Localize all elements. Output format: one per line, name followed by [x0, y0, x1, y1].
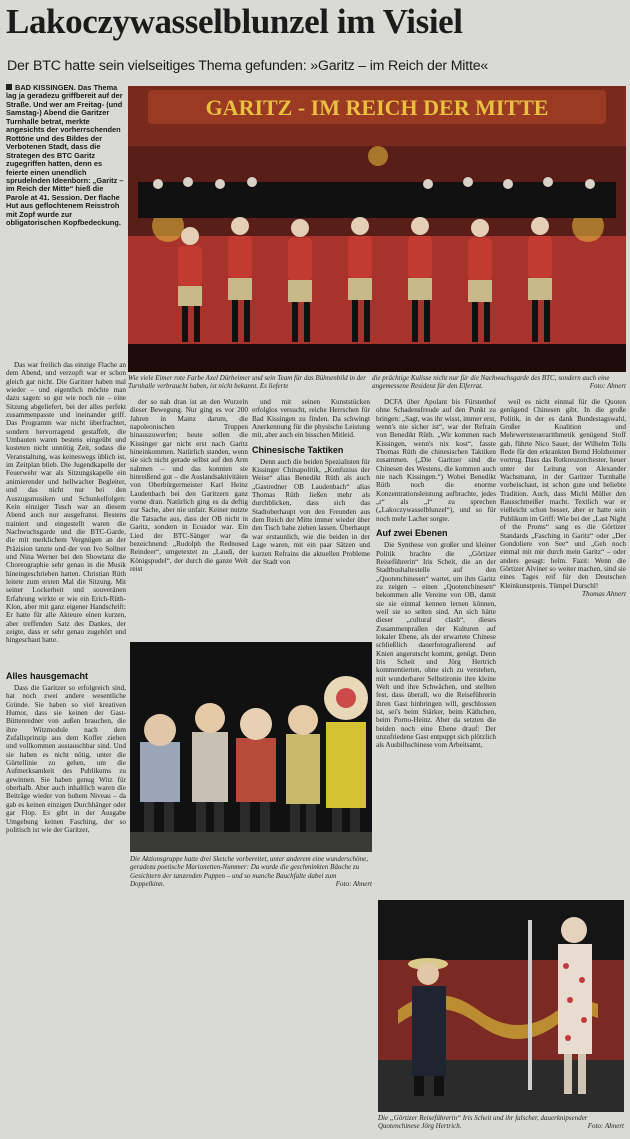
article-column-3 — [252, 398, 370, 638]
subhead-auf-zwei-ebenen: Auf zwei Ebenen — [376, 528, 448, 539]
caption-bottom — [378, 1114, 624, 1136]
photo-reisefuehrerin — [378, 900, 624, 1112]
column-2-text: der so nah dran ist an den Wurzeln dieser Bewegung. Nur ging es vor 200 Jahren in Mainz darum, die napoleonischen Truppen hinauszuwerfen; heute sollen die Kissinger gar nicht erst nach Garitz hineinkommen. Natürlich standen, wenn sie sich nicht gerade selbst auf den Arm nahmen – und das konnten sie hinreißend gut – die Auslandsaktivitäten von Oberbürgermeister Karl Heinz Laudenbach bei den Garitzern ganz vorne dran. Natürlich ging es da deftig zur Sache, aber nie unfair. Keiner nutzte die Tatsache aus, dass der OB nicht in Garitz, sondern in Ecuador war. Ein Lied der BTC-Sänger war da bezeichnend: „Rudolph the Rednosed Reindeer“, umgetextet zu „Laudi, der Königspudel“, der durch die ganze Welt reist — [130, 398, 248, 573]
caption-top-right — [372, 374, 626, 394]
column-3b-text: Denn auch die beiden Spezialisten für Kissinger Chinapolitik, „Konfuzius der Weise“ alias Benedikt Rüth als auch „Gastredner OB Laudenbach“ alias Thomas Rüth ließen mehr als durchblicken, dass sich das Stadtoberhaupt von den Freunden aus dem Reich der Mitte immer wieder über den Tisch habe ziehen lassen. Überhaupt war erstaunlich, wie die beiden in der Lage waren, mit ein paar Sätzen und kurzen Refrains die aktuellen Probleme der Stadt von — [252, 457, 370, 566]
subhead-alles-hausgemacht: Alles hausgemacht — [6, 671, 89, 681]
column-4b-text: Die Synthese von großer und kleiner Politik brachte die „Görtizer Reiseführerin“ Iris Scheit, die an der Stadtbushaltestelle auf den „Quotenchinesen“ wartet, um ihm Garitz zu zeigen – einen „Quotenchinesen“ bekommen alle Vereine von OB, damit sie sie einmal kennen lernen können, weil sie so selten sind. An sich hätte dieser „cultural clash“, dieses Zusammenprallen der Kulturen auf lokaler Ebene, als der erwartete Chinese schließlich dauerfotografierend auf Knien angerutscht kommt, genügt. Denn Iris Scheit und Jörg Hertrich kommentierten, ohne sich zu verstehen, mit wunderbarer Selbstironie ihre kleine Welt und ihre Schwächen, und stellten fest, dass überall, wo die Reiseführerin ihren Gast hinbringen will, geschlossen ist, sei's beim Stärker, beim Käthchen, beim Porno-Heinz. Aber da setzten die beiden noch eine Ebene drauf: Der unzufriedene Gast entpuppt sich plötzlich als Ausbilhschinese vom Arbeitsamt, — [376, 541, 496, 750]
article-column-1b — [6, 666, 126, 902]
caption-bottom-credit: Foto: Ahnert — [587, 1122, 624, 1131]
dateline: BAD KISSINGEN. — [15, 84, 76, 92]
stage-banner-text: GARITZ - IM REICH DER MITTE — [205, 95, 549, 120]
column-3-text: und mit seinen Kunststücken erfolglos versucht, reiche Herrschen für Bad Kissingen zu finden. Da schwingt Anerkennung für die physische Leistung mit, aber auch ein bisschen Mitleid. — [252, 398, 370, 440]
marionettes-illustration — [130, 642, 372, 852]
article-column-5 — [500, 398, 626, 688]
caption-middle-text: Die Aktionsgruppe hatte drei Sketche vorbereitet, unter anderem eine wunderschöne, geradezu poetische Marionetten-Nummer: Da wurde die geschminkten Bäuche zu Gesichtern der tanzenden Puppen – und so manche Bauchfalte dabei zum Doppelkinn. — [130, 855, 368, 888]
caption-top-left: Wie viele Eimer rote Farbe Axel Dürheimer und sein Team für das Bühnenbild in der Turnhalle verbraucht haben, ist nicht bekannt. Es lieferte — [128, 374, 366, 391]
photo-marionettes — [130, 642, 372, 852]
column-1b-text: Dass die Garitzer so erfolgreich sind, hat noch zwei andere wesentliche Gründe. Sie haben so viel kreativen Humor, dass sie keinen der Gast-Büttenredner von außen brauchen, die ihre Witzmodule nach dem Zufallsprinzip aus dem Koffer ziehen und vollkommen austauschbar sind. Und sie haben es nicht nötig, unter die Gürtellinie zu gehen, um die Aufmerksamkeit des Publikums zu gewinnen. Sie haben genug Witz für oberhalb. Aber auch inhaltlich waren die Beiträge wieder von hohem Niveau – da gab es keinen einzigen Durchhänger oder gar Flop. Es gibt in der Ausgabe Umgebung keinen Fasching, der so politisch ist wie der Garitzer, — [6, 684, 126, 834]
caption-middle — [130, 855, 372, 895]
lead-text: Das Thema lag ja geradezu griffbereit auf der Straße. Und wer am Freitag- (und Samstag-) Abend die Garitzer Turnhalle betrat, merkte angesichts der vorherrschenden Rottöne und des Bildes der Verbotenen Stadt, dass die Strategen des BTC Garitz zugegriffen hatten, denn es feierte einen unendlich sprudelnden Ideenborn: „Garitz – im Reich der Mitte“ hieß die Parole at 41. Session. Der flache Hut aus geflochtenem Reisstroh mit Zopf wurde zur obligatorischen Kopfbedeckung. — [6, 84, 124, 228]
article-column-4 — [376, 398, 496, 896]
bullet-square-icon — [6, 84, 12, 90]
article-column-2 — [130, 398, 248, 638]
article-column-1 — [6, 361, 126, 661]
article-subheadline: Der BTC hatte sein vielseitiges Thema gefunden: »Garitz – im Reich der Mitte« — [7, 58, 489, 74]
column-4-text: DCFA über Apolant bis Fürstenhof ohne Schadensfreude auf den Punkt zu bringen: „Sagt, was ihr wisst, immer erst, wenn's nie sicher ist“, war der Refrain von Benedikt Rüth. „Wir kommen nach Kissingen, wenn's nix kost“, fasste Thomas Rüth die chinesischen Taktiken zusammen. („Die Garitzer sind die Chinesen des Westens, die kommen auch nie nach Kissingen.“) Wobei Benedikt Rüth noch die enorme Konzentrationsleistung aufbrachte, jedes „r“ als „l“ zu sprechen („Lakoczywasselblunzel“), und so für noch mehr Lacher sorgte. — [376, 398, 496, 523]
stage-illustration — [128, 86, 626, 372]
photo-stage-garde — [128, 86, 626, 372]
caption-middle-credit: Foto: Ahnert — [335, 879, 372, 888]
author-signature: Thomas Ahnert — [582, 589, 626, 598]
column-5-text: weil es nicht einmal für die Quoten genügend Chinesen gibt. In die große Politik, in der es dank Bundestagswahl, Großer Koalition und Mehrwertsteuerarithmetik genügend Stoff gab, führte Nico Sauer, der Wilhelm Tells Rede für den erkrankten Bernd Holzheimer vortrug. Dass das Rotkreuzorchester, heuer unter der Leitung von Alexander Wachsmann, in der Garitzer Turnhalle vorbeischaut, ist schon gute und beliebte Tradition. Auch, dass Michl Müller den Rausschmeißer macht. Textlich war er vielleicht schon besser, aber er hatte sein Publikum im Griff: Wie bei der „Last Night of the Proms“ sang es die Görtizer Standards „Fasching in Garitz“ oder „Der Gondoliere von See“ und „Geh noch einmal mit mir durch mein Garitz“ – oder anders gesagt: helm. Fazit: Wenn die Görtizer Alviner so weiter machen, sind sie eines Tages reif für den Deutschen Kleinkunstpreis. Tümpel Durschl! — [500, 398, 626, 590]
column-1-text: Das war freilich das einzige Flache an dem Abend, und verzopft war er schon gleich gar nicht. Die Garitzer haben mal wieder – und eigentlich möchte man dazu sagen: so gut wie noch nie – eine Sitzung abgeliefert, bei der alles perfekt zusammenpasste und ineinander griff. Das Programm war nicht überfrachtet, sondern hervorragend gestaffelt, die Umbauten waren bestens eingeübt und kosteten nicht unnötig Zeit, sodass die Veranstaltung, was keineswegs üblich ist, im Zeitplan blieb. Die Jugendkapelle der Feuerwehr war als Sitzungskapelle ein animierender und hellwacher Begleiter, und das nicht nur bei den Auszugsmusiken und Schunkelfolgen: Kein einziger Tusch war an diesem Abend auch nur ausgefranst. Bestens trainiert und eingestellt waren die Nachwuchsgarde und die BTC-Garde, die mit merklichem Vergnügen an der Präzision tanzte und der von Ivo Sollner und Nina Werner bei den Showtanz die Choreographie sehr genau in die Musik hineingeschrieben hatten. Christian Rüth leitete zum ersten Mal die Sitzung. Mit seiner Lockerheit und souveränen Erfahrung wirkte er wie ein Erich-Rüth-Klon, aber mit ganz eigener Handschrift: Er hatte für alle Akteure einen kurzen, aber treffenden Satz des Dankes, der zeigte, dass er sehr genau zugehört und hingeschaut hatte. — [6, 361, 126, 645]
caption-bottom-text: Die „Görtizer Reiseführerin“ Iris Scheit und ihr falscher, dauerknipsender Quotenchinese Jörg Hertrich. — [378, 1114, 588, 1131]
caption-top-right-text: die prächtige Kulisse nicht nur für die Nachwuchsgarde des BTC, sondern auch eine angemessene Residenz für den Elferrat. — [372, 374, 610, 391]
caption-top-credit: Foto: Ahnert — [589, 382, 626, 391]
subhead-chinesische-taktiken: Chinesische Taktiken — [252, 444, 344, 455]
article-headline: Lakoczywasselblunzel im Visiel — [6, 2, 463, 41]
reisefuehrerin-illustration — [378, 900, 624, 1112]
lead-paragraph — [6, 84, 126, 356]
